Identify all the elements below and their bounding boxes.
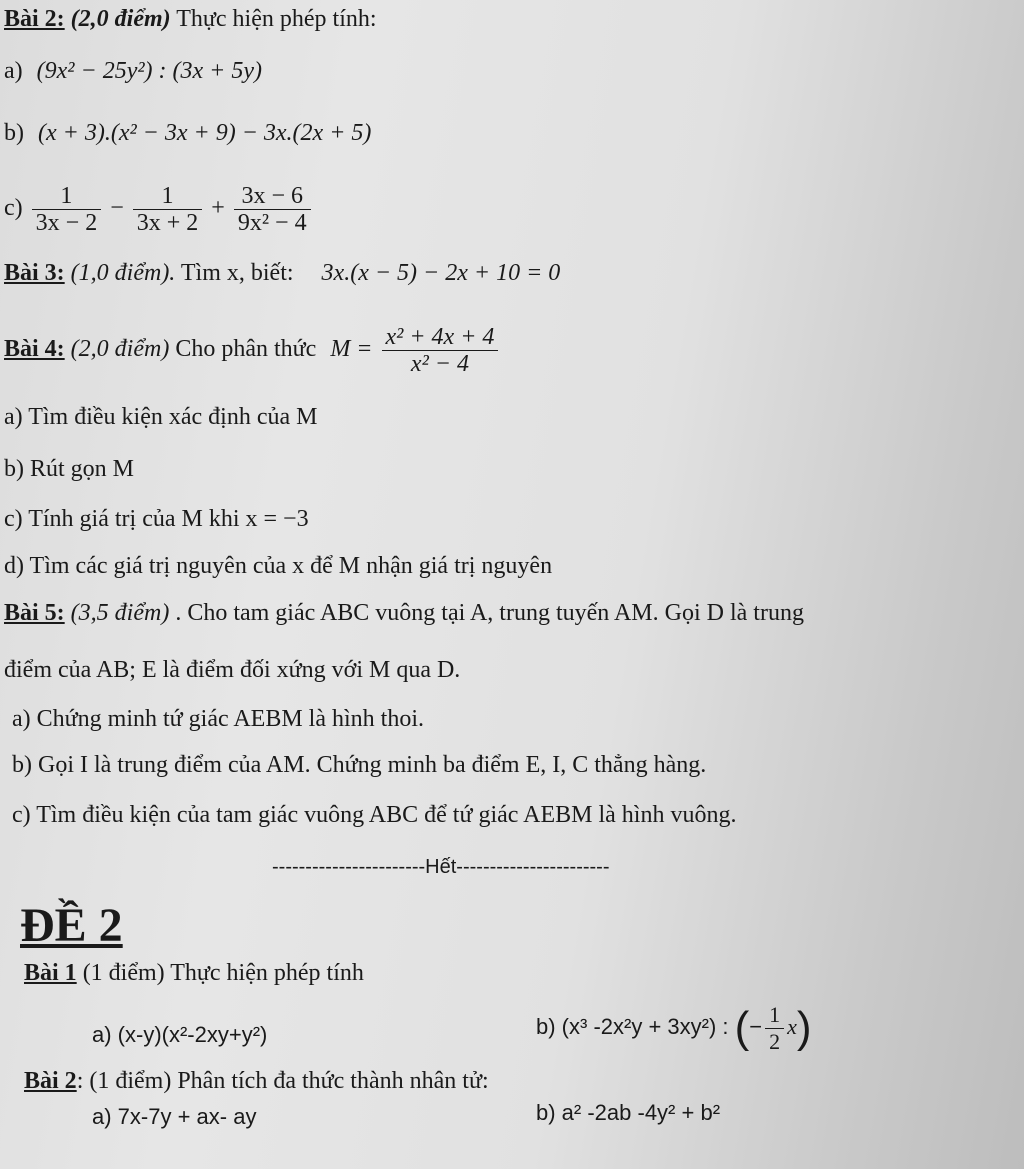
de2-bai1-a: a) (x-y)(x²-2xy+y²) — [92, 1022, 268, 1047]
bai3-title: Tìm x, biết: — [180, 260, 294, 286]
bai2-heading-line — [4, 4, 377, 34]
bai2-c-fraction-2 — [133, 183, 203, 236]
de2-bai1-b — [536, 996, 812, 1059]
end-separator: -----------------------Hết----------------------- — [272, 856, 610, 878]
bai2-a — [4, 56, 262, 86]
de2-title: ĐỀ 2 — [20, 899, 123, 952]
de2-bai1-b-prefix: b) (x³ -2x²y + 3xy²) : — [536, 1014, 729, 1039]
fraction-numerator: 3x − 6 — [234, 183, 311, 210]
bai3-expr: 3x.(x − 5) − 2x + 10 = 0 — [321, 260, 561, 286]
bai4-heading-line — [4, 318, 501, 380]
bai2-b-label: b) — [4, 120, 24, 146]
bai4-heading: Bài 4: — [4, 336, 65, 362]
bai4-m-lhs: M = — [330, 336, 373, 362]
bai2-c-operator: − — [110, 195, 124, 221]
bai5-b: b) Gọi I là trung điểm của AM. Chứng minh ba điểm E, I, C thẳng hàng. — [12, 752, 707, 778]
fraction-numerator: x² + 4x + 4 — [382, 324, 499, 351]
bai3-line — [4, 258, 560, 288]
fraction-denominator: 9x² − 4 — [237, 209, 307, 236]
bai5-points: (3,5 điểm) — [70, 600, 170, 626]
bai2-title: Thực hiện phép tính: — [176, 6, 377, 32]
fraction-numerator: 1 — [765, 1002, 784, 1029]
bai2-a-label: a) — [4, 58, 23, 84]
bai3-points: (1,0 điểm). — [70, 260, 176, 286]
bai2-c-fraction-3 — [234, 183, 311, 236]
de2-bai2-heading: Bài 2 — [24, 1068, 77, 1094]
bai2-c-fraction-1 — [32, 183, 102, 236]
bai2-c — [4, 178, 314, 238]
bai2-points: (2,0 điểm) — [70, 6, 171, 32]
fraction-denominator: x² − 4 — [410, 350, 469, 377]
bai4-d: d) Tìm các giá trị nguyên của x để M nhận giá trị nguyên — [4, 553, 553, 579]
open-paren: ( — [734, 1003, 750, 1053]
bai5-c: c) Tìm điều kiện của tam giác vuông ABC để tứ giác AEBM là hình vuông. — [12, 802, 737, 828]
bai2-c-operator: + — [211, 195, 225, 221]
bai4-m-fraction — [382, 324, 499, 377]
bai5-line2: điểm của AB; E là điểm đối xứng với M qua D. — [4, 657, 461, 683]
bai2-c-label: c) — [4, 195, 23, 221]
bai4-c: c) Tính giá trị của M khi x = −3 — [4, 506, 309, 532]
de2-bai2-a: a) 7x-7y + ax- ay — [92, 1104, 257, 1129]
fraction-denominator: 3x − 2 — [35, 209, 98, 236]
fraction-numerator: 1 — [133, 183, 203, 210]
close-paren: ) — [796, 1003, 812, 1053]
de2-bai1-b-var: x — [787, 1014, 797, 1039]
bai4-a: a) Tìm điều kiện xác định của M — [4, 404, 318, 430]
bai4-b: b) Rút gọn M — [4, 456, 135, 482]
bai3-heading: Bài 3: — [4, 260, 65, 286]
de2-bai2-text: : (1 điểm) Phân tích đa thức thành nhân tử: — [76, 1068, 489, 1094]
de2-bai1-b-fraction — [765, 1002, 784, 1055]
bai2-b-expr: (x + 3).(x² − 3x + 9) − 3x.(2x + 5) — [38, 120, 372, 146]
de2-bai2-b: b) a² -2ab -4y² + b² — [536, 1100, 721, 1125]
bai4-title: Cho phân thức — [175, 336, 317, 362]
bai2-heading: Bài 2: — [4, 6, 65, 32]
de2-bai1-line — [24, 958, 364, 988]
bai2-b — [4, 118, 371, 148]
de2-bai1-text: (1 điểm) Thực hiện phép tính — [82, 960, 364, 986]
bai4-points: (2,0 điểm) — [70, 336, 170, 362]
fraction-numerator: 1 — [32, 183, 102, 210]
de2-bai1-heading: Bài 1 — [24, 960, 77, 986]
bai5-a: a) Chứng minh tứ giác AEBM là hình thoi. — [12, 706, 424, 732]
bai5-heading-line — [4, 598, 804, 628]
bai5-heading: Bài 5: — [4, 600, 65, 626]
de2-bai1-b-sign: − — [749, 1014, 763, 1039]
de2-bai2-line — [24, 1066, 489, 1096]
fraction-denominator: 3x + 2 — [136, 209, 199, 236]
bai5-title: . Cho tam giác ABC vuông tại A, trung tuyến AM. Gọi D là trung — [175, 600, 804, 626]
bai2-a-expr: (9x² − 25y²) : (3x + 5y) — [36, 58, 263, 84]
fraction-denominator: 2 — [769, 1028, 781, 1054]
